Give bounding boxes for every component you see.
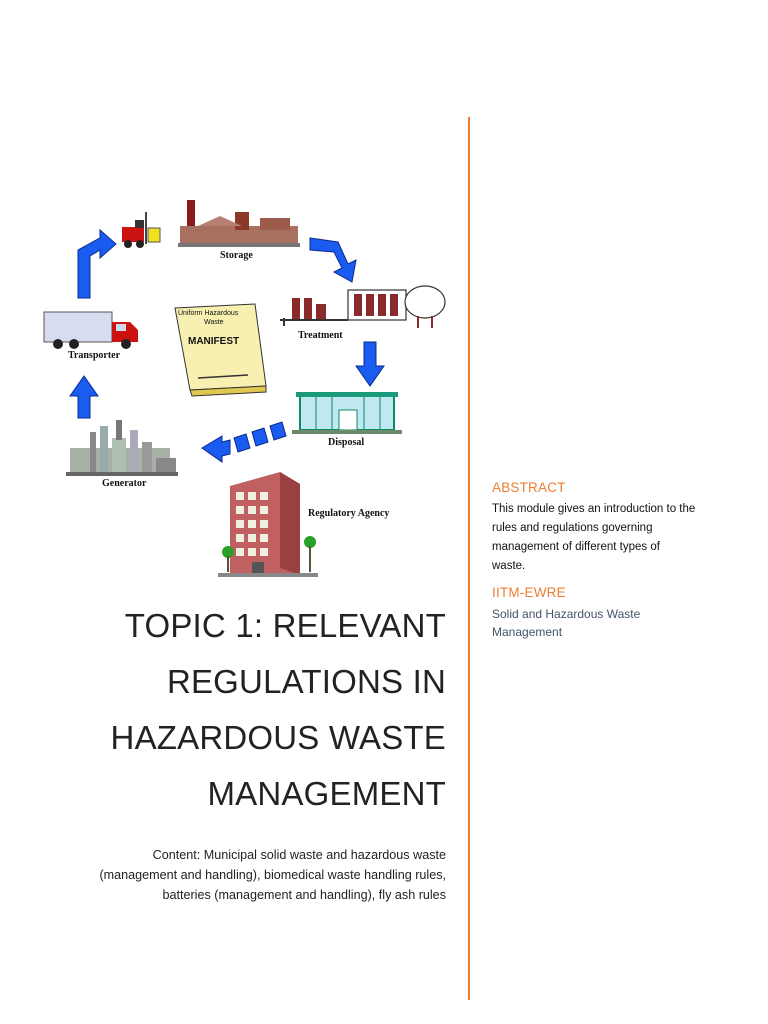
abstract-section bbox=[492, 480, 732, 576]
manifest-illustration bbox=[175, 304, 266, 396]
manifest-line1: Uniform Hazardous bbox=[178, 310, 239, 317]
treatment-label: Treatment bbox=[298, 330, 343, 341]
manifest-title: MANIFEST bbox=[188, 336, 240, 347]
title-line: TOPIC 1: RELEVANT bbox=[124, 607, 446, 644]
content-line: batteries (management and handling), fly ash rules bbox=[162, 888, 446, 902]
org-line: Solid and Hazardous Waste bbox=[492, 607, 641, 621]
generator-to-transporter-arrow bbox=[70, 376, 98, 418]
org-heading: IITM-EWRE bbox=[492, 585, 566, 600]
title-line: REGULATIONS IN bbox=[166, 663, 446, 700]
content-summary bbox=[46, 845, 446, 905]
transporter-label: Transporter bbox=[68, 350, 121, 361]
abstract-heading: ABSTRACT bbox=[492, 480, 566, 495]
content-line: (management and handling), biomedical waste handling rules, bbox=[99, 868, 446, 882]
title-line: MANAGEMENT bbox=[207, 775, 446, 812]
disposal-label: Disposal bbox=[328, 437, 365, 448]
org-line: Management bbox=[492, 625, 563, 639]
page-title bbox=[26, 598, 446, 822]
storage-label: Storage bbox=[220, 250, 253, 261]
waste-cycle-diagram bbox=[30, 190, 460, 590]
regulatory-agency-label: Regulatory Agency bbox=[308, 508, 390, 519]
abstract-line: waste. bbox=[492, 560, 526, 572]
title-line: HAZARDOUS WASTE bbox=[110, 719, 446, 756]
storage-illustration bbox=[122, 200, 300, 248]
abstract-line: rules and regulations governing bbox=[492, 522, 653, 534]
vertical-divider bbox=[468, 117, 470, 1000]
generator-illustration bbox=[66, 420, 178, 476]
abstract-line: This module gives an introduction to the bbox=[492, 503, 696, 515]
abstract-line: management of different types of bbox=[492, 541, 660, 553]
manifest-line2: Waste bbox=[204, 319, 224, 326]
disposal-illustration bbox=[292, 392, 402, 434]
regulatory-agency-illustration bbox=[218, 472, 318, 577]
treatment-illustration bbox=[280, 286, 445, 328]
transporter-illustration bbox=[44, 312, 138, 349]
generator-label: Generator bbox=[102, 478, 147, 489]
org-section bbox=[492, 585, 732, 641]
content-line: Content: Municipal solid waste and hazardous waste bbox=[152, 848, 446, 862]
